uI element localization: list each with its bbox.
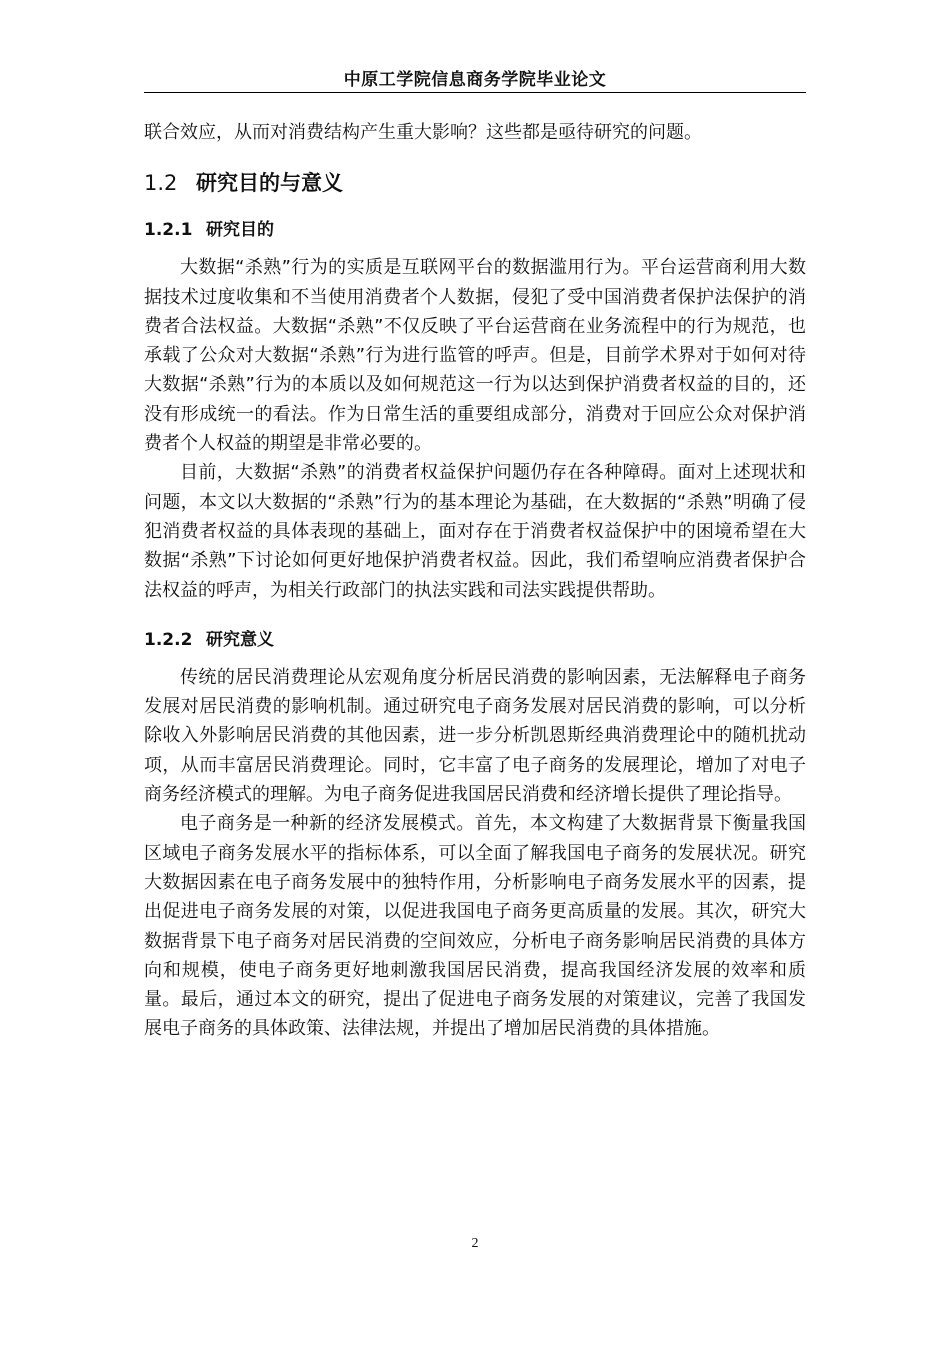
section-title: 研究目的与意义 — [196, 171, 343, 196]
subsection-title: 研究意义 — [206, 629, 274, 650]
paragraph: 传统的居民消费理论从宏观角度分析居民消费的影响因素，无法解释电子商务发展对居民消费的影响机制。通过研究电子商务发展对居民消费的影响，可以分析除收入外影响居民消费的其他因素，进一步分析凯恩斯经典消费理论中的随机扰动项，从而丰富居民消费理论。同时，它丰富了电子商务的发展理论，增加了对电子商务经济模式的理解。为电子商务促进我国居民消费和经济增长提供了理论指导。 — [144, 666, 806, 806]
subsection-number: 1.2.1 — [144, 220, 193, 241]
page-body — [144, 118, 806, 1044]
paragraph: 目前，大数据“杀熟”的消费者权益保护问题仍存在各种障碍。面对上述现状和问题，本文以大数据的“杀熟”行为的基本理论为基础，在大数据的“杀熟”明确了侵犯消费者权益的具体表现的基础上，面对存在于消费者权益保护中的困境希望在大数据“杀熟”下讨论如何更好地保护消费者权益。因此，我们希望响应消费者保护合法权益的呼声，为相关行政部门的执法实践和司法实践提供帮助。 — [144, 462, 806, 601]
subsection-heading-significance — [144, 627, 806, 653]
section-heading — [144, 167, 806, 199]
running-header-title: 中原工学院信息商务学院毕业论文 — [343, 70, 607, 90]
page-number: 2 — [471, 1236, 479, 1251]
section-number: 1.2 — [144, 171, 178, 196]
subsection-title: 研究目的 — [206, 220, 274, 241]
header-divider — [144, 92, 806, 93]
subsection-number: 1.2.2 — [144, 629, 193, 650]
paragraph: 电子商务是一种新的经济发展模式。首先，本文构建了大数据背景下衡量我国区域电子商务发展水平的指标体系，可以全面了解我国电子商务的发展状况。研究大数据因素在电子商务发展中的独特作用，分析影响电子商务发展水平的因素，提出促进电子商务发展的对策，以促进我国电子商务更高质量的发展。其次，研究大数据背景下电子商务对居民消费的空间效应，分析电子商务影响居民消费的具体方向和规模，使电子商务更好地刺激我国居民消费，提高我国经济发展的效率和质量。最后，通过本文的研究，提出了促进电子商务发展的对策建议，完善了我国发展电子商务的具体政策、法律法规，并提出了增加居民消费的具体措施。 — [144, 813, 806, 1040]
subsection-heading-purpose — [144, 217, 806, 243]
paragraph: 大数据“杀熟”行为的实质是互联网平台的数据滥用行为。平台运营商利用大数据技术过度收集和不当使用消费者个人数据，侵犯了受中国消费者保护法保护的消费者合法权益。大数据“杀熟”不仅反映了平台运营商在业务流程中的行为规范，也承载了公众对大数据“杀熟”行为进行监管的呼声。但是，目前学术界对于如何对待大数据“杀熟”行为的本质以及如何规范这一行为以达到保护消费者权益的目的，还没有形成统一的看法。作为日常生活的重要组成部分，消费对于回应公众对保护消费者个人权益的期望是非常必要的。 — [144, 257, 806, 455]
paragraph-continued: 联合效应，从而对消费结构产生重大影响？这些都是亟待研究的问题。 — [144, 122, 702, 143]
